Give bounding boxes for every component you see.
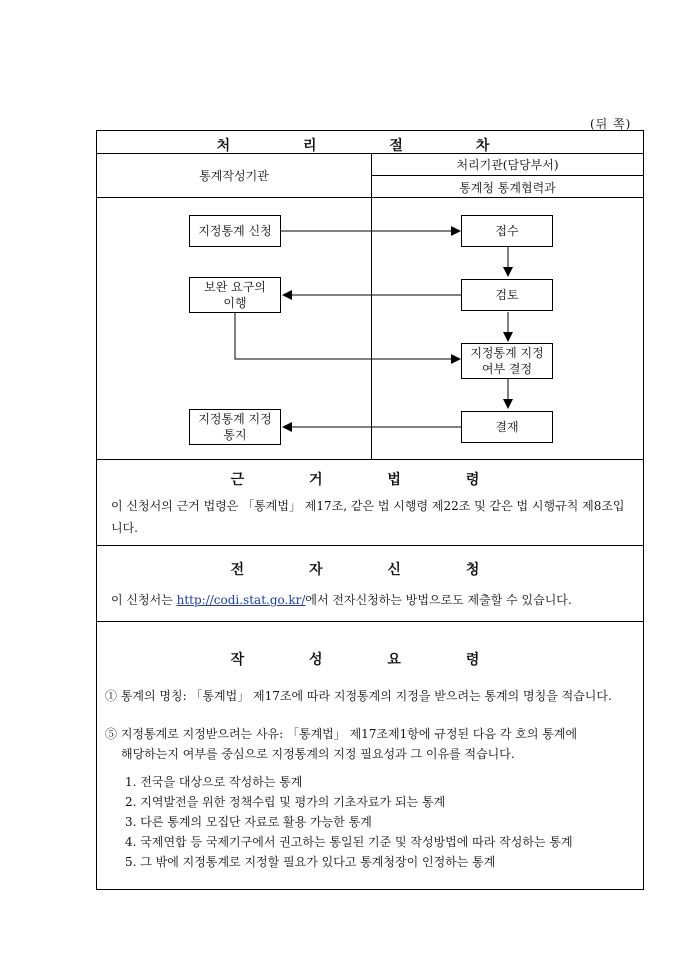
flow-box-apply	[189, 215, 281, 247]
flow-box-supplement-line1: 보완 요구의	[204, 280, 266, 294]
page-side-label: (뒤 쪽)	[590, 117, 632, 131]
instruction-item-1: ① 통계의 명칭: 「통계법」 제17조에 따라 지정통계의 지정을 받으려는 통계의 명칭을 적습니다.	[105, 689, 612, 703]
flow-box-supplement-line2: 이행	[223, 296, 247, 310]
column-header-right-bottom: 통계청 통계협력과	[459, 181, 556, 195]
electronic-title: 전 자 신 청	[230, 562, 510, 578]
instruction-item-5-line2: 해당하는지 여부를 중심으로 지정통계의 지정 필요성과 그 이유를 적습니다.	[121, 747, 515, 761]
column-header-right-top: 처리기관(담당부서)	[456, 158, 559, 172]
electronic-text	[111, 591, 572, 608]
form-table	[96, 130, 644, 890]
flow-box-decide-line2: 여부 결정	[481, 362, 533, 376]
flow-box-receive	[461, 215, 553, 247]
flow-box-supplement	[189, 277, 281, 313]
flow-box-decide	[461, 343, 553, 379]
instruction-item-5-line1: ⑤ 지정통계로 지정받으려는 사유: 「통계법」 제17조제1항에 규정된 다음 각 호의 통계에	[105, 727, 578, 741]
flow-box-notify-line1: 지정통계 지정	[198, 412, 272, 426]
arrow-supplement-to-decide	[235, 313, 460, 359]
instructions-title: 작 성 요 령	[230, 652, 510, 668]
list-item: 1. 전국을 대상으로 작성하는 통계	[125, 775, 303, 789]
flow-box-approve-label: 결재	[495, 420, 519, 434]
list-item: 4. 국제연합 등 국제기구에서 권고하는 통일된 기준 및 작성방법에 따라 작성하는 통계	[125, 835, 573, 849]
flow-box-apply-label: 지정통계 신청	[198, 224, 272, 238]
flow-box-review-label: 검토	[495, 288, 519, 302]
legal-basis-title: 근 거 법 령	[230, 472, 510, 488]
flow-box-notify	[189, 409, 281, 445]
flow-box-notify-line2: 통지	[223, 428, 247, 442]
divider	[97, 621, 643, 622]
procedure-title: 처 리 절 차	[216, 138, 524, 154]
legal-basis-text: 이 신청서의 근거 법령은 「통계법」 제17조, 같은 법 시행령 제22조 및 같은 법 시행규칙 제8조입니다.	[111, 499, 625, 535]
flow-box-review	[461, 279, 553, 311]
list-item: 2. 지역발전을 위한 정책수립 및 평가의 기초자료가 되는 통계	[125, 795, 446, 809]
electronic-text-after: 에서 전자신청하는 방법으로도 제출할 수 있습니다.	[305, 593, 572, 607]
flow-box-approve	[461, 411, 553, 443]
flow-arrows	[97, 131, 643, 461]
list-item: 3. 다른 통계의 모집단 자료로 활용 가능한 통계	[125, 815, 372, 829]
flow-box-decide-line1: 지정통계 지정	[470, 346, 544, 360]
divider	[97, 459, 643, 460]
list-item: 5. 그 밖에 지정통계로 지정할 필요가 있다고 통계청장이 인정하는 통계	[125, 855, 496, 869]
codi-link[interactable]: http://codi.stat.go.kr/	[176, 593, 306, 607]
column-header-left: 통계작성기관	[199, 169, 269, 183]
flow-box-receive-label: 접수	[495, 224, 519, 238]
electronic-text-before: 이 신청서는	[111, 593, 177, 607]
divider	[97, 545, 643, 546]
